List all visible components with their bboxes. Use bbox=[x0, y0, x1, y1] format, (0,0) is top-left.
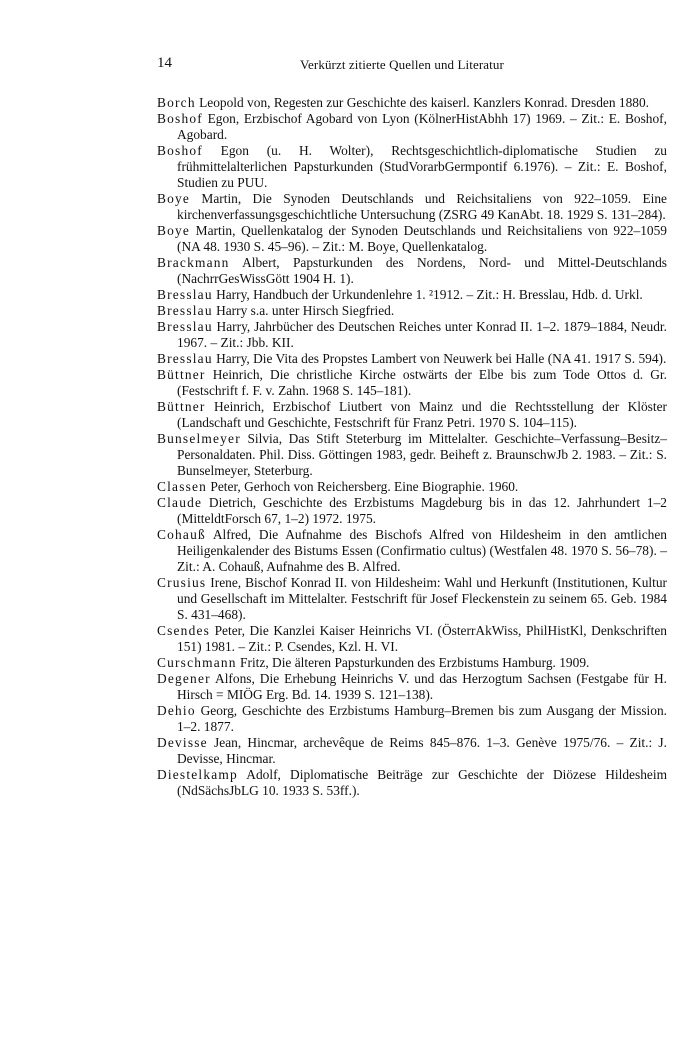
entry-author: Borch bbox=[157, 95, 196, 110]
bibliography-entry bbox=[157, 319, 667, 351]
entry-text: Heinrich, Erzbischof Liutbert von Mainz und die Rechtsstellung der Klöster (Landschaft und Geschichte, Festschrift für Franz Petri. 1970 S. 104–115). bbox=[177, 399, 667, 430]
entry-author: Classen bbox=[157, 479, 208, 494]
entry-author: Curschmann bbox=[157, 655, 237, 670]
entry-author: Claude bbox=[157, 495, 203, 510]
entry-author: Bresslau bbox=[157, 303, 213, 318]
entry-text: Martin, Quellenkatalog der Synoden Deutschlands und Reichsitaliens von 922–1059 (NA 48. 1930 S. 45–96). – Zit.: M. Boye, Quellenkatalog. bbox=[177, 223, 667, 254]
entry-text: Jean, Hincmar, archevêque de Reims 845–876. 1–3. Genève 1975/76. – Zit.: J. Devisse, Hincmar. bbox=[177, 735, 667, 766]
entry-author: Büttner bbox=[157, 399, 206, 414]
bibliography-entry bbox=[157, 367, 667, 399]
entry-text: Silvia, Das Stift Steterburg im Mittelalter. Geschichte–Verfassung–Besitz–Personaldaten. Phil. Diss. Göttingen 1983, gedr. Beiheft z. BraunschwJb 2. 1983. – Zit.: S. Bunselmeyer, Steterburg. bbox=[177, 431, 667, 478]
entry-author: Cohauß bbox=[157, 527, 206, 542]
bibliography-entry bbox=[157, 495, 667, 527]
entry-author: Boye bbox=[157, 191, 191, 206]
bibliography-entry bbox=[157, 111, 667, 143]
entry-author: Crusius bbox=[157, 575, 207, 590]
entry-text: Martin, Die Synoden Deutschlands und Reichsitaliens von 922–1059. Eine kirchenverfassungsgeschichtliche Untersuchung (ZSRG 49 KanAbt. 18. 1929 S. 131–284). bbox=[177, 191, 667, 222]
entry-author: Dehio bbox=[157, 703, 196, 718]
entry-text: Fritz, Die älteren Papsturkunden des Erzbistums Hamburg. 1909. bbox=[236, 655, 590, 670]
entry-author: Boshof bbox=[157, 143, 203, 158]
entry-text: Harry s.a. unter Hirsch Siegfried. bbox=[212, 303, 395, 318]
bibliography-entry bbox=[157, 767, 667, 799]
running-title: Verkürzt zitierte Quellen und Literatur bbox=[300, 57, 504, 72]
bibliography-entry bbox=[157, 703, 667, 735]
bibliography-entry bbox=[157, 479, 667, 495]
entry-text: Alfred, Die Aufnahme des Bischofs Alfred von Hildesheim in den amtlichen Heiligenkalender des Bistums Essen (Confirmatio cultus) (Westfalen 48. 1970 S. 56–78). – Zit.: A. Cohauß, Aufnahme des B. Alfred. bbox=[177, 527, 667, 574]
bibliography-entry bbox=[157, 575, 667, 623]
bibliography-entry bbox=[157, 671, 667, 703]
entry-text: Peter, Die Kanzlei Kaiser Heinrichs VI. (ÖsterrAkWiss, PhilHistKl, Denkschriften 151) 1981. – Zit.: P. Csendes, Kzl. H. VI. bbox=[177, 623, 667, 654]
entry-text: Harry, Jahrbücher des Deutschen Reiches unter Konrad II. 1–2. 1879–1884, Neudr. 1967. – Zit.: Jbb. KII. bbox=[177, 319, 667, 350]
entry-text: Harry, Die Vita des Propstes Lambert von Neuwerk bei Halle (NA 41. 1917 S. 594). bbox=[212, 351, 667, 366]
entry-text: Albert, Papsturkunden des Nordens, Nord- und Mittel-Deutschlands (NachrrGesWissGött 1904 H. 1). bbox=[177, 255, 667, 286]
bibliography-entry bbox=[157, 143, 667, 191]
entry-text: Peter, Gerhoch von Reichersberg. Eine Biographie. 1960. bbox=[207, 479, 519, 494]
page-number: 14 bbox=[157, 55, 172, 71]
bibliography-entry bbox=[157, 351, 667, 367]
entry-text: Adolf, Diplomatische Beiträge zur Geschichte der Diözese Hildesheim (NdSächsJbLG 10. 1933 S. 53ff.). bbox=[177, 767, 667, 798]
bibliography-entry bbox=[157, 255, 667, 287]
bibliography-entry bbox=[157, 623, 667, 655]
entry-author: Degener bbox=[157, 671, 211, 686]
bibliography-list bbox=[157, 95, 667, 799]
entry-author: Devisse bbox=[157, 735, 208, 750]
bibliography-entry bbox=[157, 287, 667, 303]
entry-text: Harry, Handbuch der Urkundenlehre 1. ²1912. – Zit.: H. Bresslau, Hdb. d. Urkl. bbox=[212, 287, 643, 302]
entry-text: Leopold von, Regesten zur Geschichte des kaiserl. Kanzlers Konrad. Dresden 1880. bbox=[195, 95, 650, 110]
entry-author: Bresslau bbox=[157, 287, 213, 302]
bibliography-entry bbox=[157, 191, 667, 223]
entry-author: Csendes bbox=[157, 623, 211, 638]
entry-author: Diestelkamp bbox=[157, 767, 238, 782]
bibliography-entry bbox=[157, 223, 667, 255]
bibliography-entry bbox=[157, 527, 667, 575]
entry-text: Alfons, Die Erhebung Heinrichs V. und das Herzogtum Sachsen (Festgabe für H. Hirsch = MIÖG Erg. Bd. 14. 1939 S. 121–138). bbox=[177, 671, 667, 702]
bibliography-entry bbox=[157, 735, 667, 767]
bibliography-entry bbox=[157, 95, 667, 111]
bibliography-entry bbox=[157, 303, 667, 319]
entry-text: Egon, Erzbischof Agobard von Lyon (KölnerHistAbhh 17) 1969. – Zit.: E. Boshof, Agobard. bbox=[177, 111, 667, 142]
entry-text: Egon (u. H. Wolter), Rechtsgeschichtlich-diplomatische Studien zu frühmittelalterlichen Papsturkunden (StudVorarbGermpontif 6.1976). – Zit.: E. Boshof, Studien zu PUU. bbox=[177, 143, 667, 190]
entry-text: Dietrich, Geschichte des Erzbistums Magdeburg bis in das 12. Jahrhundert 1–2 (MitteldtForsch 67, 1–2) 1972. 1975. bbox=[177, 495, 667, 526]
bibliography-entry bbox=[157, 655, 667, 671]
entry-author: Brackmann bbox=[157, 255, 230, 270]
entry-author: Bresslau bbox=[157, 351, 213, 366]
entry-author: Bresslau bbox=[157, 319, 213, 334]
bibliography-entry bbox=[157, 399, 667, 431]
entry-author: Boye bbox=[157, 223, 191, 238]
entry-author: Boshof bbox=[157, 111, 203, 126]
entry-author: Büttner bbox=[157, 367, 206, 382]
entry-text: Irene, Bischof Konrad II. von Hildesheim: Wahl und Herkunft (Institutionen, Kultur und Gesellschaft im Mittelalter. Festschrift für Josef Fleckenstein zu seinem 65. Geb. 1984 S. 431–468). bbox=[177, 575, 667, 622]
entry-text: Heinrich, Die christliche Kirche ostwärts der Elbe bis zum Tode Ottos d. Gr. (Festschrift f. F. v. Zahn. 1968 S. 145–181). bbox=[177, 367, 667, 398]
entry-text: Georg, Geschichte des Erzbistums Hamburg–Bremen bis zum Ausgang der Mission. 1–2. 1877. bbox=[177, 703, 667, 734]
entry-author: Bunselmeyer bbox=[157, 431, 241, 446]
bibliography-entry bbox=[157, 431, 667, 479]
